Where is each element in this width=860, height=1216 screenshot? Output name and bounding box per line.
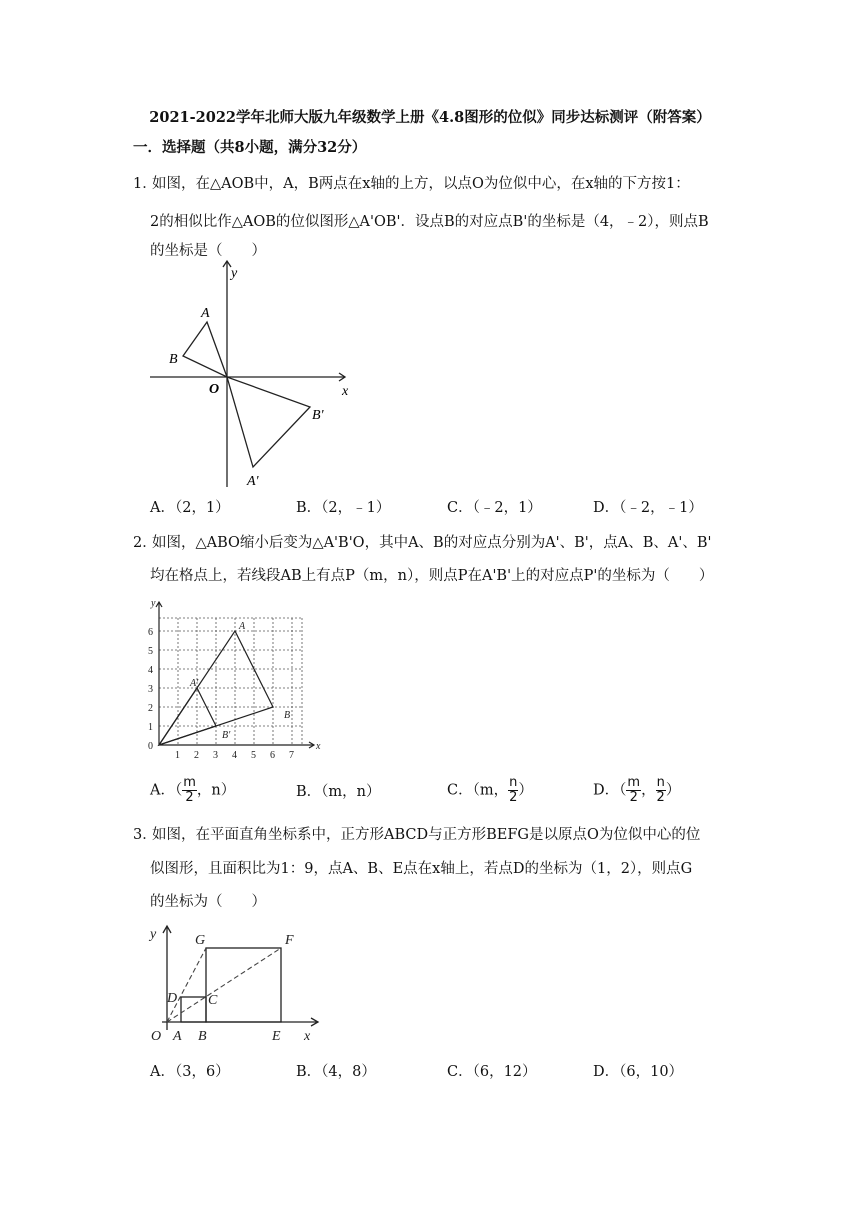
q2-option-d[interactable]: D．（ $\frac{m}{2}$ ， $\frac{n}{2}$ ） xyxy=(593,775,681,805)
q2-ytick-2: 2 xyxy=(148,703,153,714)
q3-line-3: 的坐标为（ ） xyxy=(150,894,266,910)
q2-label-x: x xyxy=(316,741,321,752)
q2-label-y: y xyxy=(151,598,156,609)
section-heading: 一．选择题（共8小题，满分32分） xyxy=(133,139,367,156)
q3-option-a[interactable]: A．（3，6） xyxy=(150,1064,230,1080)
q1-line-2: 2的相似比作△AOB的位似图形△A'OB'．设点B的对应点B'的坐标是（4，﹣2），则点B xyxy=(150,214,709,230)
q3-label-D: D xyxy=(167,991,178,1006)
q2-grid-figure xyxy=(142,592,332,767)
q2-option-b[interactable]: B．（m，n） xyxy=(296,784,381,800)
q3-label-E: E xyxy=(272,1029,281,1043)
q2-ytick-5: 5 xyxy=(148,646,153,657)
q2-xtick-7: 7 xyxy=(289,750,294,761)
q2-origin: 0 xyxy=(148,741,153,752)
q1-option-d[interactable]: D．（﹣2，﹣1） xyxy=(593,500,703,516)
q1-label-A: A xyxy=(201,306,210,321)
q2-xtick-6: 6 xyxy=(270,750,275,761)
q3-option-b[interactable]: B．（4，8） xyxy=(296,1064,376,1080)
q3-line-1: 如图，在平面直角坐标系中，正方形ABCD与正方形BEFG是以原点O为位似中心的位 xyxy=(152,827,701,843)
q2-xtick-5: 5 xyxy=(251,750,256,761)
q1-line-3: 的坐标是（ ） xyxy=(150,243,266,259)
q1-number: 1． xyxy=(133,176,157,192)
q1-triangle-ApOBp xyxy=(227,377,310,467)
q2-label-A: A xyxy=(239,621,246,632)
q2-xtick-3: 3 xyxy=(213,750,218,761)
q2-option-c[interactable]: C．（m， $\frac{n}{2}$ ） xyxy=(447,775,533,805)
q2-label-B: B xyxy=(284,710,291,721)
q1-label-x: x xyxy=(342,384,349,399)
q2-xtick-2: 2 xyxy=(194,750,199,761)
q3-label-B: B xyxy=(198,1029,207,1043)
q2-number: 2． xyxy=(133,535,157,551)
q3-dash-OG xyxy=(167,948,206,1022)
q3-option-d[interactable]: D．（6，10） xyxy=(593,1064,684,1080)
q3-label-F: F xyxy=(285,933,294,948)
q3-label-C: C xyxy=(208,993,218,1008)
q1-figure xyxy=(145,255,365,495)
q3-square-ABCD xyxy=(181,997,206,1022)
page-title: 2021-2022学年北师大版九年级数学上册《4.8图形的位似》同步达标测评（附答案） xyxy=(149,109,711,126)
q3-square-BEFG xyxy=(206,948,281,1022)
q2-ytick-6: 6 xyxy=(148,627,153,638)
q1-label-y: y xyxy=(231,266,238,281)
q2-xtick-4: 4 xyxy=(232,750,237,761)
q2-triangle-ApBpO xyxy=(159,688,216,745)
q3-label-O: O xyxy=(151,1029,162,1043)
q3-label-y: y xyxy=(150,927,157,942)
q3-figure xyxy=(140,918,330,1043)
q3-number: 3． xyxy=(133,827,157,843)
q1-option-a[interactable]: A．（2，1） xyxy=(150,500,230,516)
q2-label-Ap: A' xyxy=(190,678,199,689)
q2-ytick-4: 4 xyxy=(148,665,153,676)
q2-line-1: 如图，△ABO缩小后变为△A'B'O，其中A、B的对应点分别为A'、B'，点A、B、A'、B' xyxy=(152,535,712,551)
q2-line-2: 均在格点上，若线段AB上有点P（m，n），则点P在A'B'上的对应点P'的坐标为（ ） xyxy=(150,568,714,584)
q3-dash-OF xyxy=(167,948,281,1022)
q3-label-A: A xyxy=(173,1029,182,1043)
q3-label-x: x xyxy=(304,1029,311,1043)
q3-option-c[interactable]: C．（6，12） xyxy=(447,1064,537,1080)
q1-label-O: O xyxy=(209,382,220,397)
q3-label-G: G xyxy=(195,933,206,948)
q1-triangle-AOB xyxy=(183,322,227,377)
q2-option-a[interactable]: A．（ $\frac{m}{2}$ ，n） xyxy=(150,775,236,805)
q1-line-1: 如图，在△AOB中，A，B两点在x轴的上方，以点O为位似中心，在x轴的下方按1： xyxy=(152,176,690,192)
q2-label-Bp: B' xyxy=(222,730,231,741)
q1-label-Ap: A' xyxy=(247,474,259,489)
q1-label-B: B xyxy=(169,352,178,367)
q2-xtick-1: 1 xyxy=(175,750,180,761)
q1-option-b[interactable]: B．（2，﹣1） xyxy=(296,500,391,516)
q1-label-Bp: B' xyxy=(312,408,324,423)
q1-option-c[interactable]: C．（﹣2，1） xyxy=(447,500,542,516)
q2-ytick-3: 3 xyxy=(148,684,153,695)
q3-line-2: 似图形，且面积比为1：9，点A、B、E点在x轴上，若点D的坐标为（1，2），则点G xyxy=(150,861,693,877)
q2-ytick-1: 1 xyxy=(148,722,153,733)
